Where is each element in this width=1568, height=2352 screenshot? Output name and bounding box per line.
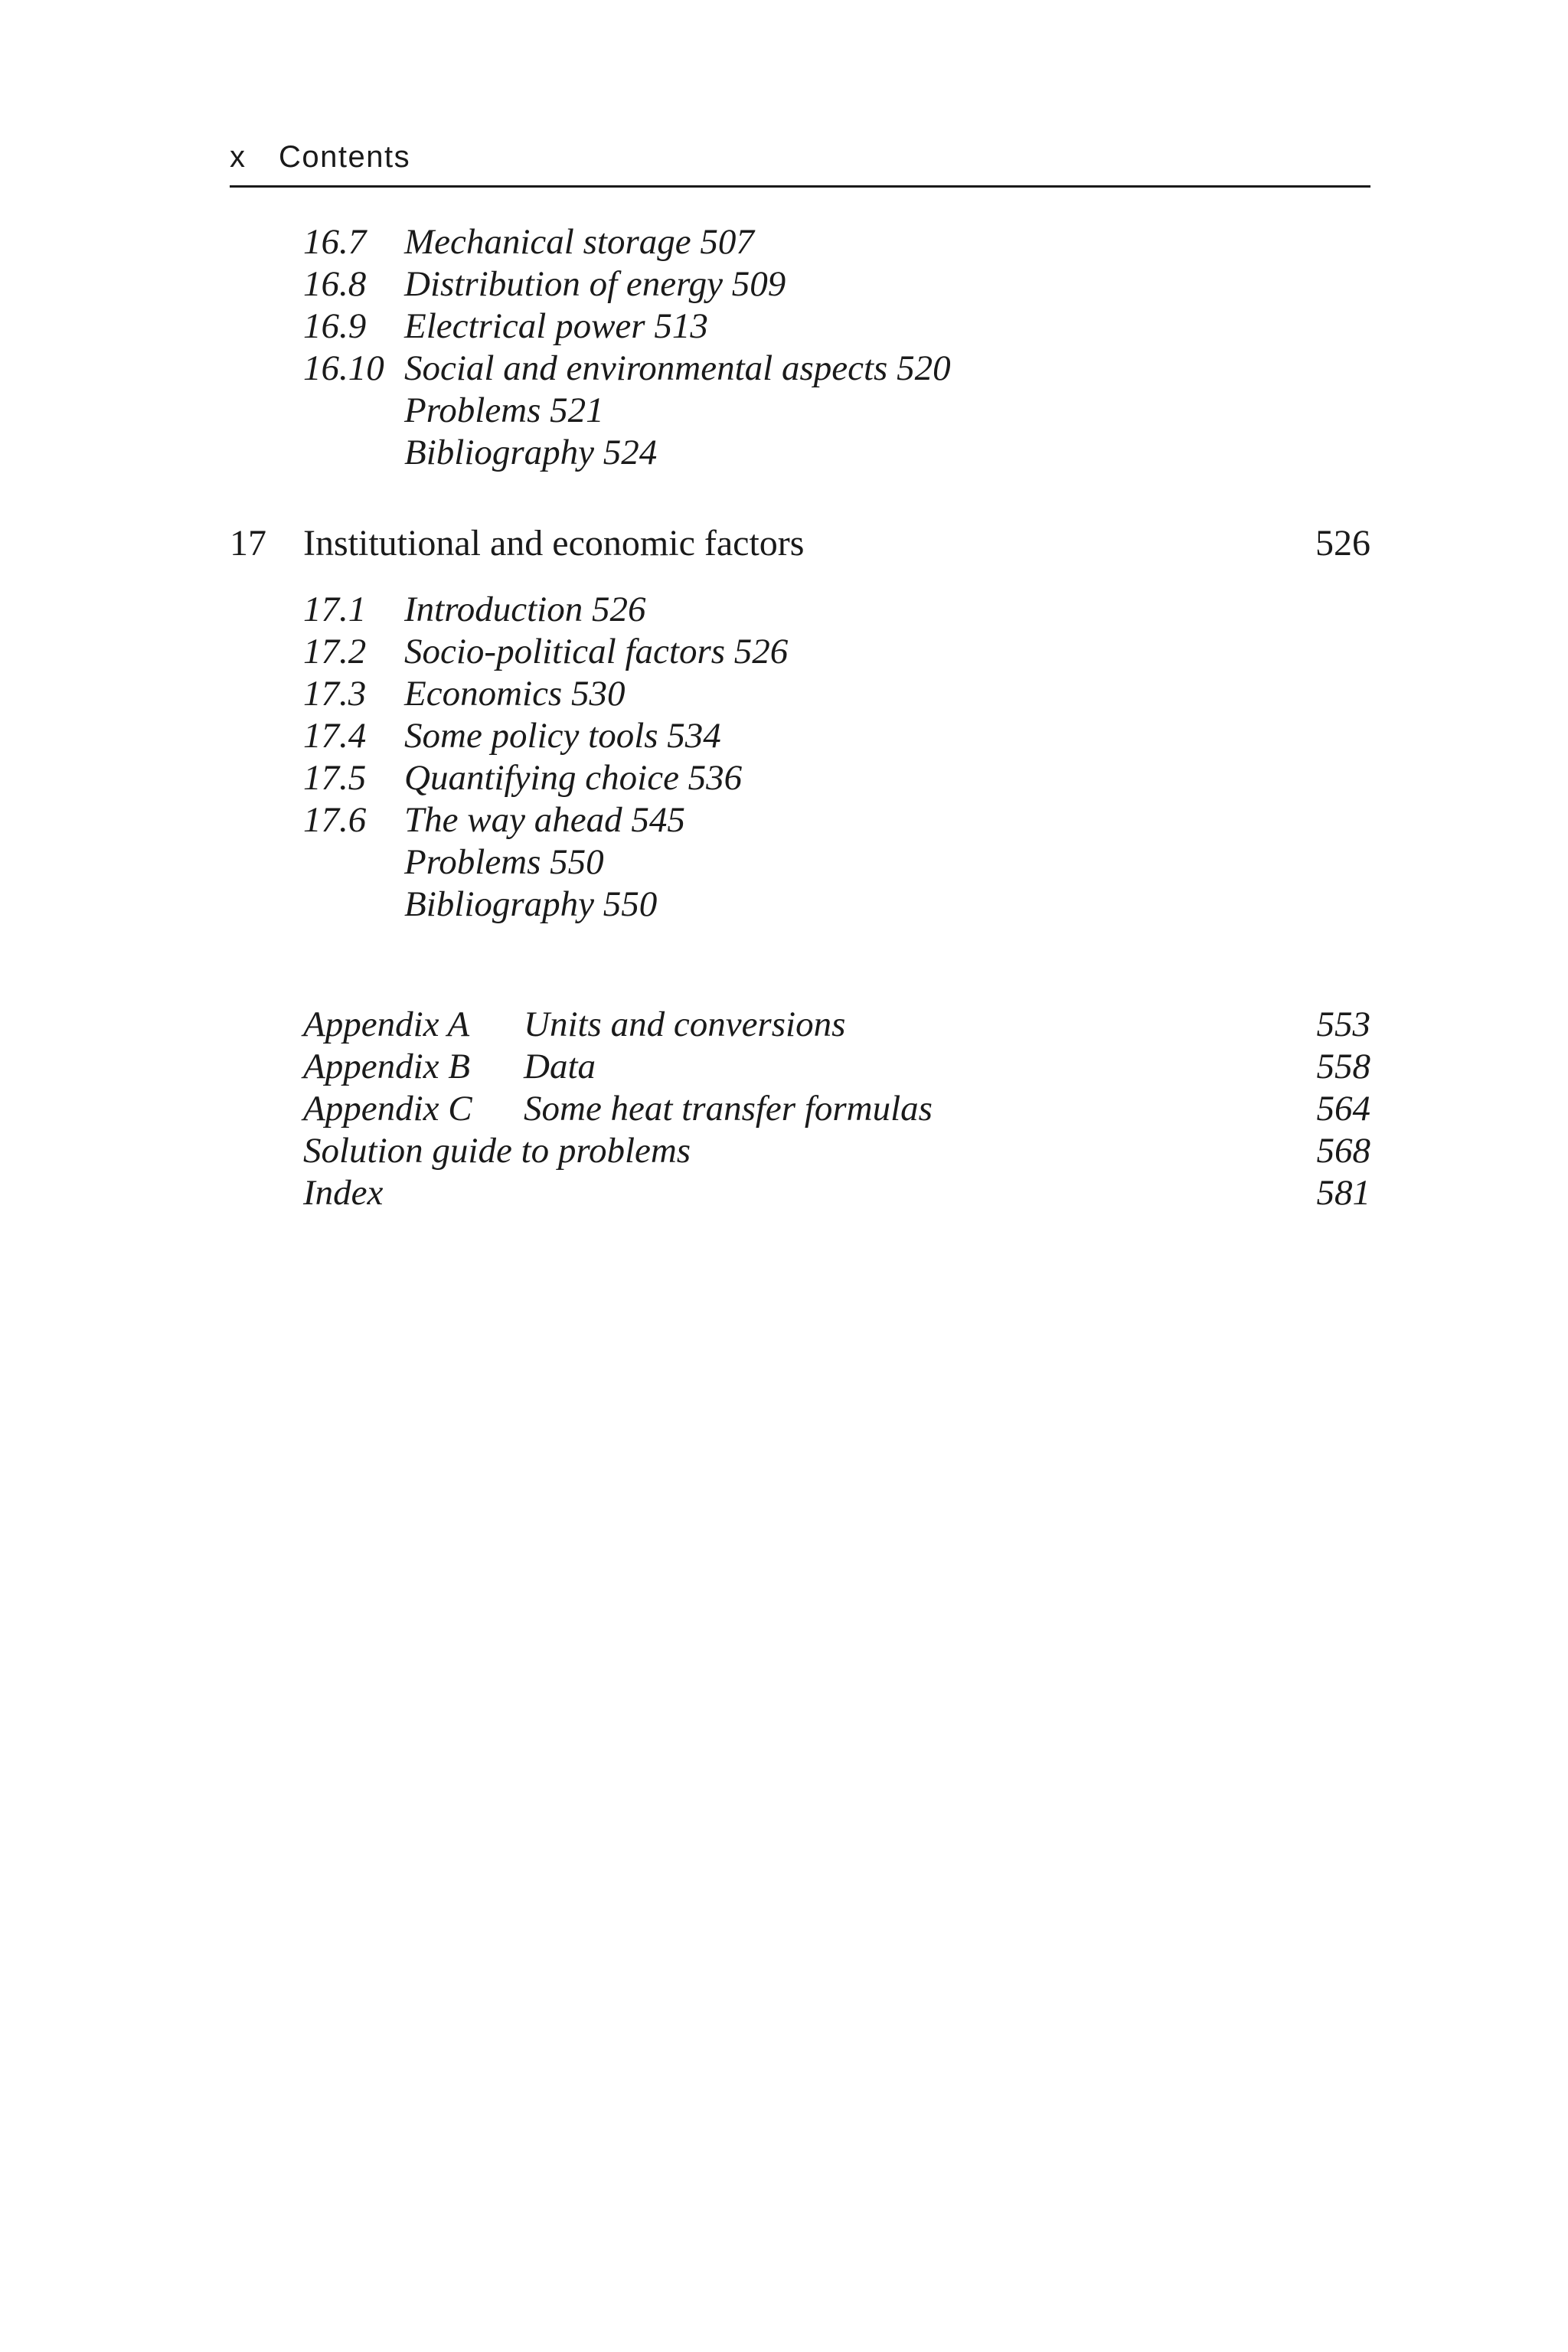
solution-guide-page: 568 bbox=[1316, 1131, 1370, 1171]
section-title: Bibliography 550 bbox=[404, 884, 658, 924]
index-page: 581 bbox=[1316, 1173, 1370, 1213]
appendix-entry bbox=[0, 1003, 1568, 1046]
chapter-page: 526 bbox=[1315, 523, 1370, 564]
page-folio: x bbox=[230, 140, 246, 174]
appendix-title: Some heat transfer formulas bbox=[524, 1089, 933, 1129]
section-title: Bibliography 524 bbox=[404, 433, 658, 472]
section-number: 17.6 bbox=[303, 800, 367, 840]
section-number: 17.2 bbox=[303, 632, 367, 671]
appendix-title: Units and conversions bbox=[524, 1004, 846, 1044]
appendix-label: Appendix B bbox=[303, 1047, 470, 1086]
running-header bbox=[230, 139, 1370, 188]
section-title: Problems 521 bbox=[404, 390, 604, 430]
section-number: 17.1 bbox=[303, 590, 367, 629]
appendix-label: Appendix C bbox=[303, 1089, 472, 1129]
section-title: Electrical power 513 bbox=[404, 306, 708, 346]
back-matter-entry bbox=[0, 1129, 1568, 1172]
appendix-entry bbox=[0, 1045, 1568, 1088]
appendix-page: 558 bbox=[1316, 1047, 1370, 1086]
chapter-17-heading bbox=[0, 522, 1568, 565]
section-title: Socio-political factors 526 bbox=[404, 632, 789, 671]
section-title: Mechanical storage 507 bbox=[404, 222, 754, 262]
appendix-page: 564 bbox=[1316, 1089, 1370, 1129]
section-title: Distribution of energy 509 bbox=[404, 264, 786, 304]
section-title: Economics 530 bbox=[404, 674, 626, 714]
section-number: 17.4 bbox=[303, 716, 367, 756]
section-title: Problems 550 bbox=[404, 842, 604, 882]
section-number: 17.3 bbox=[303, 674, 367, 714]
section-title: Quantifying choice 536 bbox=[404, 758, 743, 798]
section-number: 16.9 bbox=[303, 306, 367, 346]
section-title: The way ahead 545 bbox=[404, 800, 685, 840]
appendix-label: Appendix A bbox=[303, 1004, 470, 1044]
section-number: 16.8 bbox=[303, 264, 367, 304]
chapter-title: Institutional and economic factors bbox=[303, 523, 805, 564]
appendix-entry bbox=[0, 1087, 1568, 1130]
section-number: 16.7 bbox=[303, 222, 367, 262]
section-title: Introduction 526 bbox=[404, 590, 646, 629]
running-head-title: Contents bbox=[279, 140, 411, 174]
appendix-title: Data bbox=[524, 1047, 596, 1086]
section-number: 16.10 bbox=[303, 348, 384, 388]
index-label: Index bbox=[303, 1173, 384, 1213]
chapter-number: 17 bbox=[230, 523, 266, 564]
back-matter-entry bbox=[0, 1171, 1568, 1214]
section-title: Social and environmental aspects 520 bbox=[404, 348, 951, 388]
section-number: 17.5 bbox=[303, 758, 367, 798]
appendix-page: 553 bbox=[1316, 1004, 1370, 1044]
section-title: Some policy tools 534 bbox=[404, 716, 721, 756]
solution-guide-label: Solution guide to problems bbox=[303, 1131, 691, 1171]
